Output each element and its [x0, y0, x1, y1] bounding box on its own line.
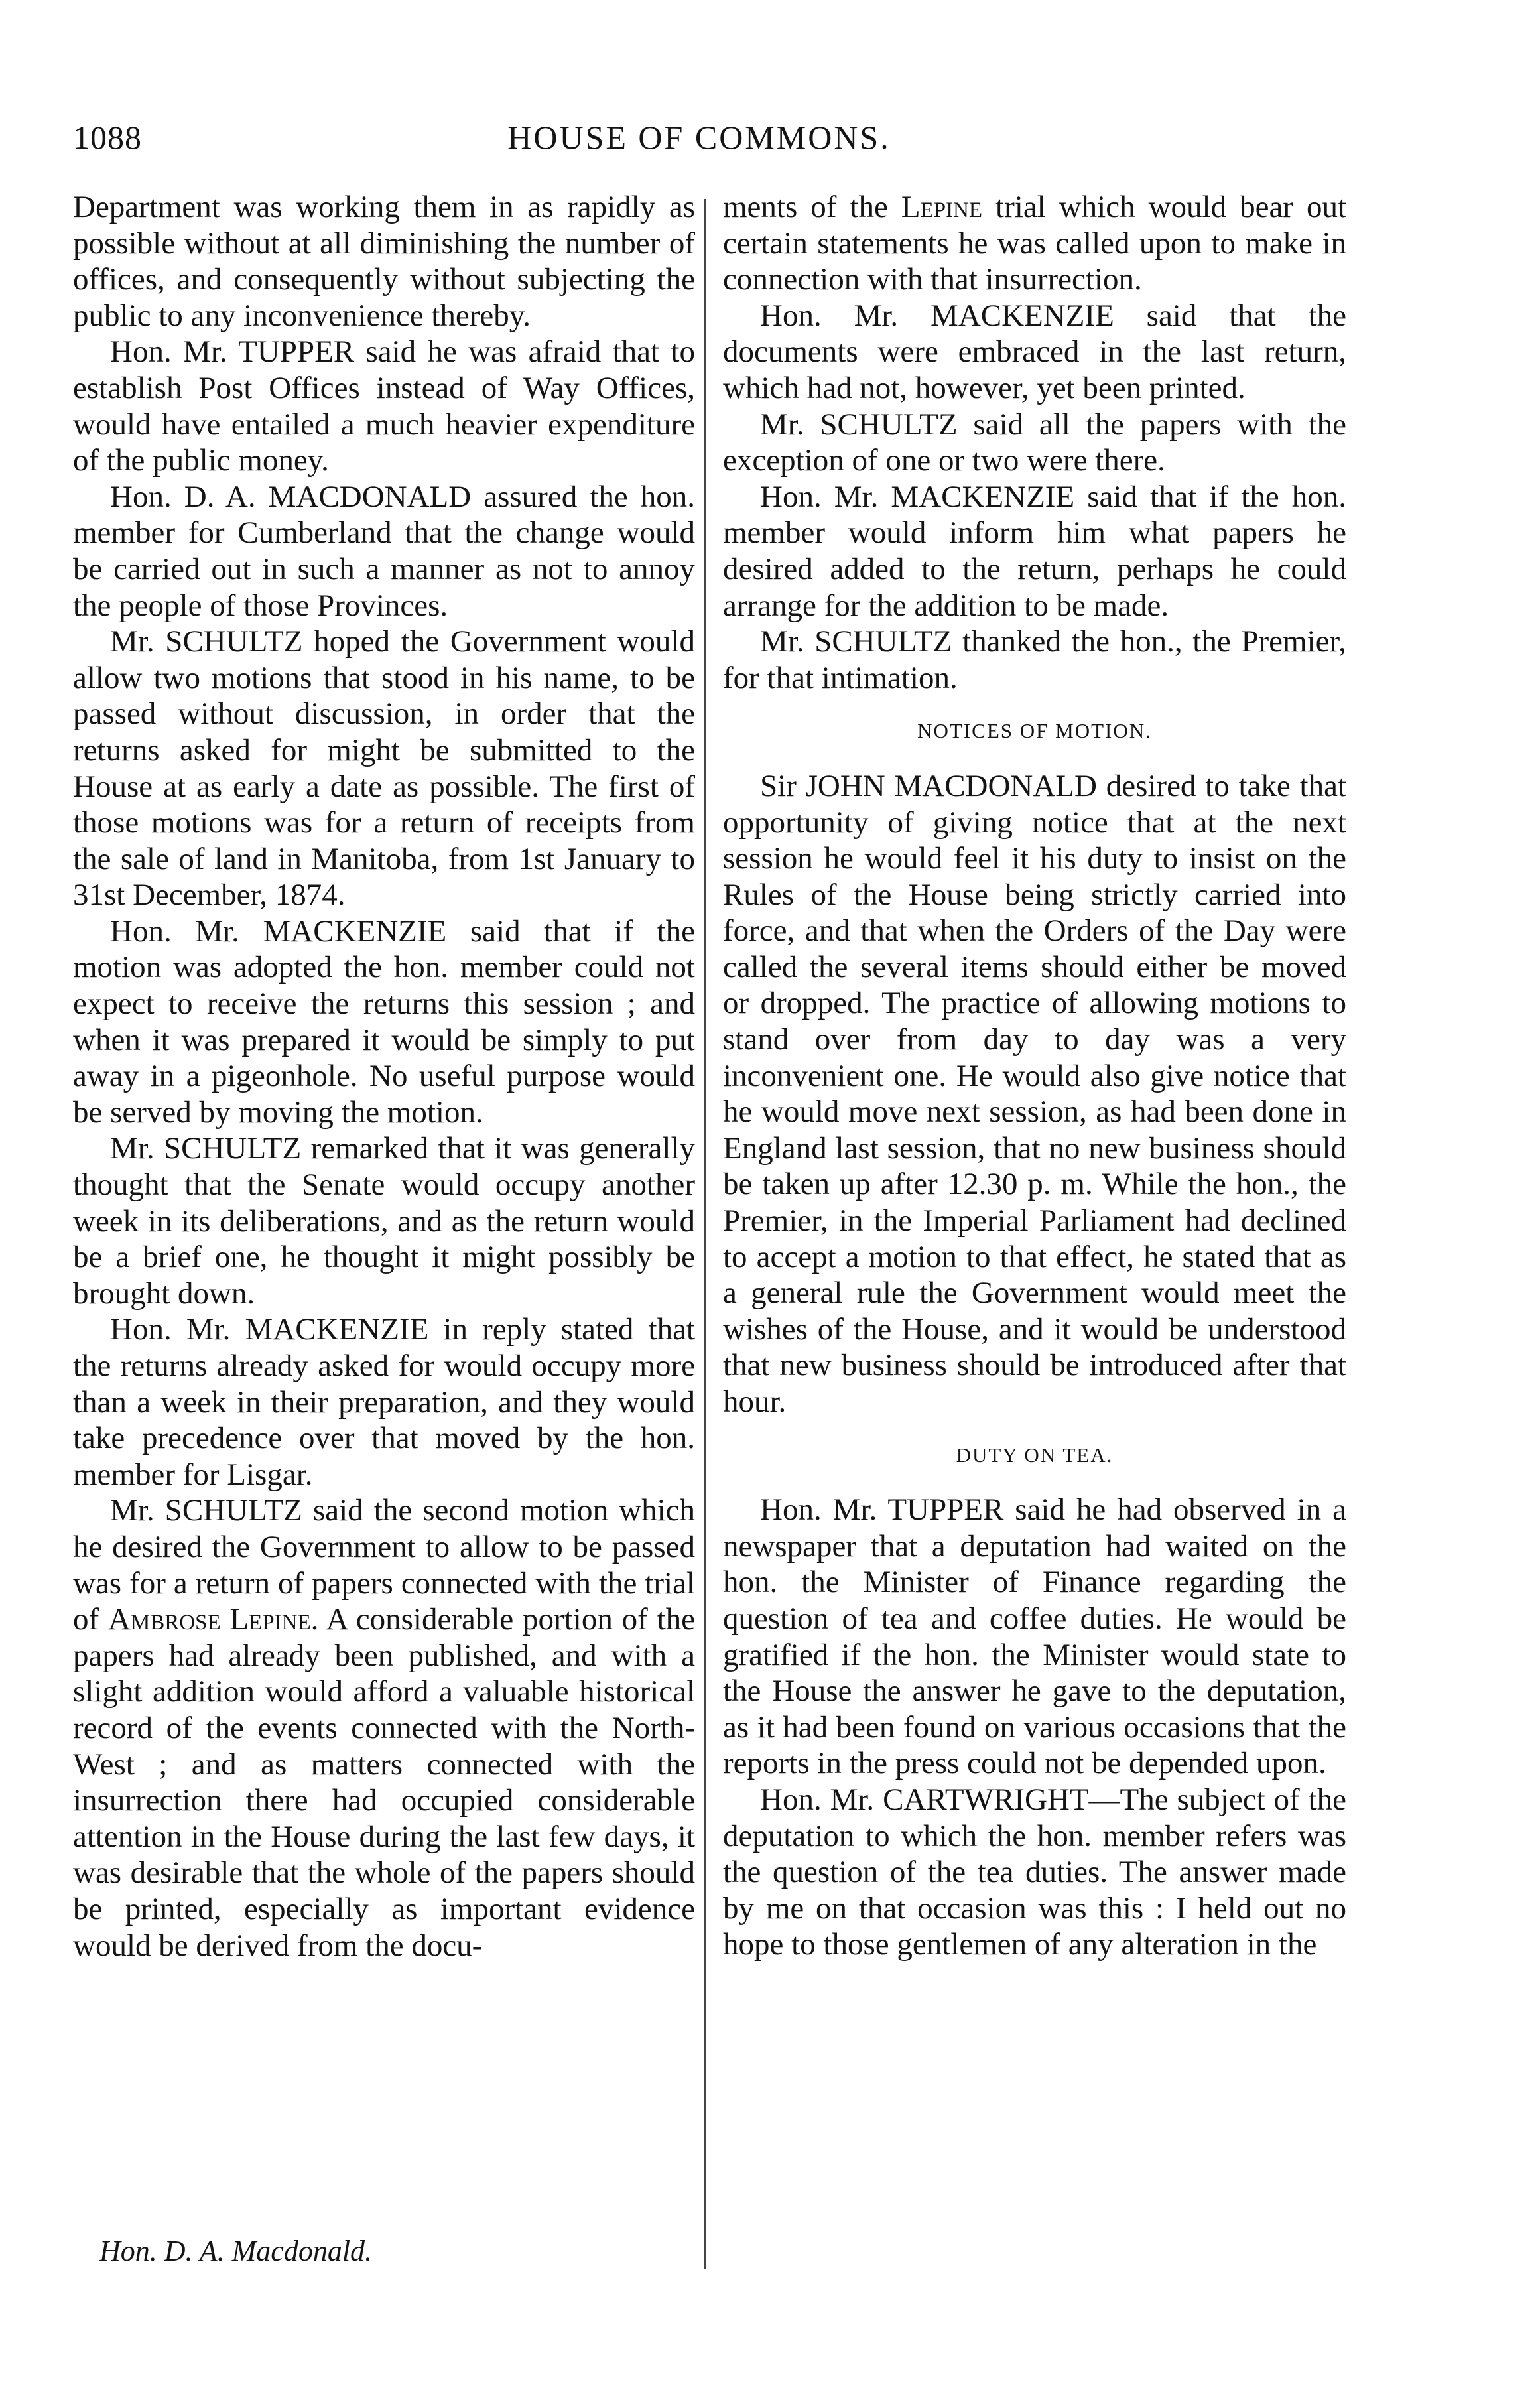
footer-signature: Hon. D. A. Macdonald. — [99, 2235, 373, 2267]
paragraph: Hon. Mr. MACKENZIE said that if the motion was adopted the hon. member could not expect to receive the returns this session ; and when it was prepared it would be simply to put away in a pigeonhole. No useful purpose would be served by moving the motion. — [73, 913, 695, 1130]
person-name: Lepine — [901, 190, 983, 224]
paragraph: Mr. SCHULTZ thanked the hon., the Premier, for that intimation. — [723, 624, 1346, 695]
section-heading: DUTY ON TEA. — [956, 1443, 1114, 1467]
paragraph: Sir JOHN MACDONALD desired to take that opportunity of giving notice that at the next session he would feel it his duty to insist on the Rules of the House being strictly carried into force, and that when the Orders of the Day were called the several items should either be moved or dropped. The practice of allowing motions to stand over from day to day was a very inconvenient one. He would also give notice that he would move next session, as had been done in England last session, that no new business should be taken up after 12.30 p. m. While the hon., the Premier, in the Imperial Parliament had declined to accept a motion to that effect, he stated that as a general rule the Government would meet the wishes of the House, and it would be understood that new business should be introduced after that hour. — [723, 768, 1346, 1419]
paragraph — [73, 1493, 695, 1963]
paragraph: Hon. Mr. TUPPER said he had observed in a newspaper that a deputation had waited on the hon. the Minister of Finance regarding the question of tea and coffee duties. He would be gratified if the hon. the Minister would state to the House the answer he gave to the deputation, as it had been found on various occasions that the reports in the press could not be depended upon. — [723, 1493, 1346, 1781]
section-heading: NOTICES OF MOTION. — [917, 719, 1152, 743]
left-column — [73, 189, 695, 1963]
paragraph-text: trial which would bear out certain statements he was called upon to make in connection with that insurrection. — [723, 190, 1347, 297]
paragraph: Hon. Mr. MACKENZIE in reply stated that the returns already asked for would occupy more than a week in their preparation, and they would take precedence over that moved by the hon. member for Lisgar. — [73, 1312, 695, 1492]
paragraph-text: A considerable portion of the papers had already been published, and with a slight addition would afford a valuable historical record of the events connected with the North-West ; and as matters connected with the insurrection there had occupied considerable attention in the House during the last few days, it was desirable that the whole of the papers should be printed, especially as important evidence would be derived from the docu- — [73, 1602, 695, 1963]
paragraph-text: ments of the — [723, 190, 888, 224]
page-number: 1088 — [73, 119, 142, 156]
column-divider — [704, 199, 706, 2269]
paragraph: Mr. SCHULTZ remarked that it was generally thought that the Senate would occupy another week in its deliberations, and as the return would be a brief one, he thought it might possibly be brought down. — [73, 1131, 695, 1311]
paragraph — [723, 189, 1346, 298]
paragraph: Hon. Mr. MACKENZIE said that the documents were embraced in the last return, which had not, however, yet been printed. — [723, 298, 1346, 405]
paragraph: Hon. Mr. CARTWRIGHT—The subject of the deputation to which the hon. member refers was the question of the tea duties. The answer made by me on that occasion was this : I held out no hope to those gentlemen of any alteration in the — [723, 1782, 1346, 1962]
paragraph-text: Mr. SCHULTZ said the second motion which he desired the Government to allow to be passed was for a return of papers connected with the trial of — [73, 1493, 695, 1637]
paragraph: Mr. SCHULTZ hoped the Government would allow two motions that stood in his name, to be passed without discussion, in order that the returns asked for might be submitted to the House at as early a date as possible. The first of those motions was for a return of receipts from the sale of land in Manitoba, from 1st January to 31st December, 1874. — [73, 624, 695, 913]
person-name: Ambrose Lepine. — [107, 1602, 319, 1637]
paragraph: Hon. D. A. MACDONALD assured the hon. member for Cumberland that the change would be carried out in such a manner as not to annoy the people of those Provinces. — [73, 479, 695, 623]
paragraph: Hon. Mr. TUPPER said he was afraid that to establish Post Offices instead of Way Offices, would have entailed a much heavier expenditure of the public money. — [73, 334, 695, 478]
page-header — [73, 118, 1325, 165]
paragraph: Hon. Mr. MACKENZIE said that if the hon. member would inform him what papers he desired added to the return, perhaps he could arrange for the addition to be made. — [723, 479, 1346, 623]
paragraph: Mr. SCHULTZ said all the papers with the exception of one or two were there. — [723, 407, 1346, 478]
running-title: HOUSE OF COMMONS. — [507, 119, 891, 156]
right-column — [723, 189, 1346, 1963]
paragraph: Department was working them in as rapidly as possible without at all diminishing the number of offices, and consequently without subjecting the public to any inconvenience thereby. — [73, 190, 695, 333]
